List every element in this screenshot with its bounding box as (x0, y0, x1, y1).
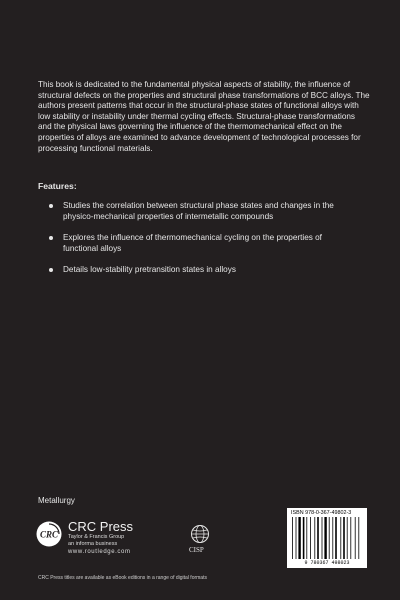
bullet-icon (49, 236, 53, 240)
feature-text: Explores the influence of thermomechanical cycling on the properties of functional alloys (63, 233, 322, 253)
book-description: This book is dedicated to the fundamental physical aspects of stability, the influence of structural defects on the properties and structural phase transformations of BCC alloys. The authors present patterns that occur in the structural-phase states of functional alloys with low stability or instability under thermal cycling effects. Structural-phase transformations and the physical laws governing the influence of the thermomechanical effect on the properties of alloys are examined to advance development of technological processes for processing functional materials. (38, 80, 370, 153)
features-heading: Features: (38, 181, 77, 191)
publisher-group: Taylor & Francis Group (68, 534, 125, 540)
subject-category: Metallurgy (38, 496, 75, 505)
publisher-url: www.routledge.com (68, 549, 131, 555)
feature-item (38, 201, 338, 222)
features-list (38, 201, 338, 287)
cisp-label: CISP (189, 546, 204, 554)
feature-item (38, 233, 338, 254)
bullet-icon (49, 204, 53, 208)
publisher-name: CRC Press (68, 519, 134, 534)
bullet-icon (49, 268, 53, 272)
crc-press-logo-icon (36, 521, 62, 547)
barcode-digits: 9 780367 498023 (304, 560, 350, 566)
crc-logo-text: CRC (39, 529, 59, 540)
publisher-tagline: an informa business (68, 541, 118, 547)
feature-item (38, 265, 338, 276)
publisher-block (68, 520, 133, 555)
ebook-note: CRC Press titles are available as eBook editions in a range of digital formats (38, 575, 207, 581)
barcode-icon (291, 517, 363, 559)
cisp-globe-icon (190, 524, 210, 544)
feature-text: Studies the correlation between structural phase states and changes in the physico-mechanical properties of intermetallic compounds (63, 201, 334, 221)
feature-text: Details low-stability pretransition states in alloys (63, 265, 236, 275)
isbn-text: ISBN 978-0-367-49802-3 (291, 510, 352, 516)
isbn-barcode-box (287, 508, 367, 568)
